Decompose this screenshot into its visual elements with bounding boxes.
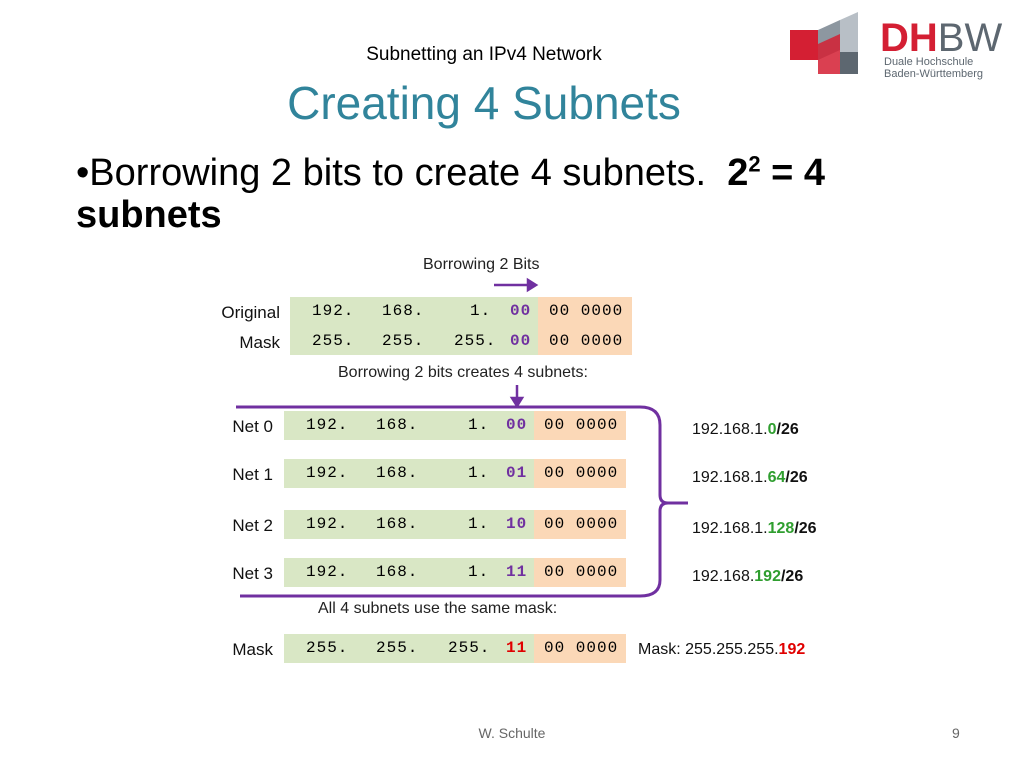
- net-2-cidr: [692, 520, 817, 538]
- net-3-subnet-bits: 11: [506, 563, 528, 581]
- net-0-host-cells: [534, 411, 626, 440]
- net-1-cidr-suffix: /26: [785, 469, 808, 486]
- mask-top-borrowed-bits: 00: [510, 332, 532, 350]
- net-1-host-cells: [534, 459, 626, 488]
- net-3-host-bits: 00 0000: [544, 563, 619, 581]
- caption-creates-subnets: Borrowing 2 bits creates 4 subnets:: [338, 364, 588, 381]
- net-3-octet-3: 1.: [468, 563, 490, 581]
- logo-bw: BW: [937, 16, 1003, 60]
- net-0-octet-3: 1.: [468, 416, 490, 434]
- mask-bottom-subnet-bits: 11: [506, 639, 528, 657]
- mask-top-host-bits: 00 0000: [549, 332, 624, 350]
- net-0-octet-2: 168.: [376, 416, 419, 434]
- mask-top-octet-3: 255.: [454, 332, 497, 350]
- formula-exponent: 2: [748, 151, 761, 177]
- net-0-octet-1: 192.: [306, 416, 349, 434]
- footer-author: W. Schulte: [478, 725, 546, 741]
- row-label-net-1: Net 1: [232, 465, 273, 484]
- net-1-octet-1: 192.: [306, 464, 349, 482]
- net-1-octet-2: 168.: [376, 464, 419, 482]
- net-3-octet-1: 192.: [306, 563, 349, 581]
- original-octet-1: 192.: [312, 302, 355, 320]
- row-label-mask-bottom: Mask: [232, 640, 273, 659]
- net-1-network-cells: [284, 459, 534, 488]
- net-0-cidr-prefix: 192.168.1.: [692, 421, 768, 438]
- borrow-arrow-head: [528, 280, 536, 290]
- slide-subtitle: Subnetting an IPv4 Network: [366, 44, 602, 65]
- net-0-host-bits: 00 0000: [544, 416, 619, 434]
- net-2-cidr-suffix: /26: [794, 520, 817, 537]
- mask-top-network-cells: [290, 327, 538, 355]
- net-0-subnet-bits: 00: [506, 416, 528, 434]
- formula-base: 2: [727, 152, 749, 194]
- net-1-octet-3: 1.: [468, 464, 490, 482]
- row-label-net-2: Net 2: [232, 516, 273, 535]
- original-host-bits: 00 0000: [549, 302, 624, 320]
- mask-bottom-network-cells: [284, 634, 534, 663]
- net-3-host-cells: [534, 558, 626, 587]
- mask-description-prefix: Mask: 255.255.255.: [638, 641, 779, 658]
- original-network-cells: [290, 297, 538, 327]
- mask-top-octet-2: 255.: [382, 332, 425, 350]
- down-arrow-head: [512, 398, 522, 406]
- net-0-cidr: [692, 421, 799, 439]
- mask-top-octet-1: 255.: [312, 332, 355, 350]
- bullet-tail: subnets: [76, 194, 222, 236]
- logo-dh: DH: [880, 16, 938, 60]
- net-3-cidr: [692, 568, 803, 586]
- net-0-cidr-net: 0: [767, 421, 777, 438]
- net-2-cidr-net: 128: [767, 520, 795, 537]
- logo-line-1: Duale Hochschule: [884, 56, 974, 68]
- net-0-network-cells: [284, 411, 534, 440]
- slide-title: Creating 4 Subnets: [287, 77, 681, 129]
- mask-bottom-octet-2: 255.: [376, 639, 419, 657]
- net-3-cidr-prefix: 192.168.: [692, 568, 755, 585]
- row-label-net-3: Net 3: [232, 564, 273, 583]
- net-1-host-bits: 00 0000: [544, 464, 619, 482]
- mask-description-value: 192: [778, 641, 806, 658]
- mask-bottom-octet-3: 255.: [448, 639, 491, 657]
- original-octet-2: 168.: [382, 302, 425, 320]
- row-label-original: Original: [221, 303, 280, 322]
- original-borrowed-bits: 00: [510, 302, 532, 320]
- net-2-subnet-bits: 10: [506, 515, 528, 533]
- net-2-octet-1: 192.: [306, 515, 349, 533]
- logo-line-2: Baden-Württemberg: [884, 68, 984, 80]
- row-label-net-0: Net 0: [232, 417, 273, 436]
- original-host-cells: [538, 297, 632, 327]
- net-3-cidr-net: 192: [754, 568, 781, 585]
- caption-same-mask: All 4 subnets use the same mask:: [318, 600, 558, 617]
- net-2-octet-2: 168.: [376, 515, 419, 533]
- net-2-cidr-prefix: 192.168.1.: [692, 520, 768, 537]
- formula-result: = 4: [771, 152, 826, 194]
- net-1-subnet-bits: 01: [506, 464, 528, 482]
- page-number: 9: [952, 725, 960, 741]
- net-2-host-bits: 00 0000: [544, 515, 619, 533]
- net-2-host-cells: [534, 510, 626, 539]
- mask-description: [638, 641, 805, 659]
- mask-bottom-host-cells: [534, 634, 626, 663]
- net-1-cidr-net: 64: [767, 469, 786, 486]
- net-3-network-cells: [284, 558, 534, 587]
- row-label-mask-top: Mask: [239, 333, 280, 352]
- caption-borrowing-bits: Borrowing 2 Bits: [423, 256, 540, 273]
- bullet-text: •Borrowing 2 bits to create 4 subnets.: [76, 152, 707, 194]
- net-2-octet-3: 1.: [468, 515, 490, 533]
- original-octet-3: 1.: [470, 302, 492, 320]
- net-0-cidr-suffix: /26: [776, 421, 799, 438]
- mask-top-host-cells: [538, 327, 632, 355]
- net-1-cidr: [692, 469, 808, 487]
- mask-bottom-octet-1: 255.: [306, 639, 349, 657]
- net-3-octet-2: 168.: [376, 563, 419, 581]
- net-2-network-cells: [284, 510, 534, 539]
- net-1-cidr-prefix: 192.168.1.: [692, 469, 768, 486]
- mask-bottom-host-bits: 00 0000: [544, 639, 619, 657]
- net-3-cidr-suffix: /26: [780, 568, 804, 585]
